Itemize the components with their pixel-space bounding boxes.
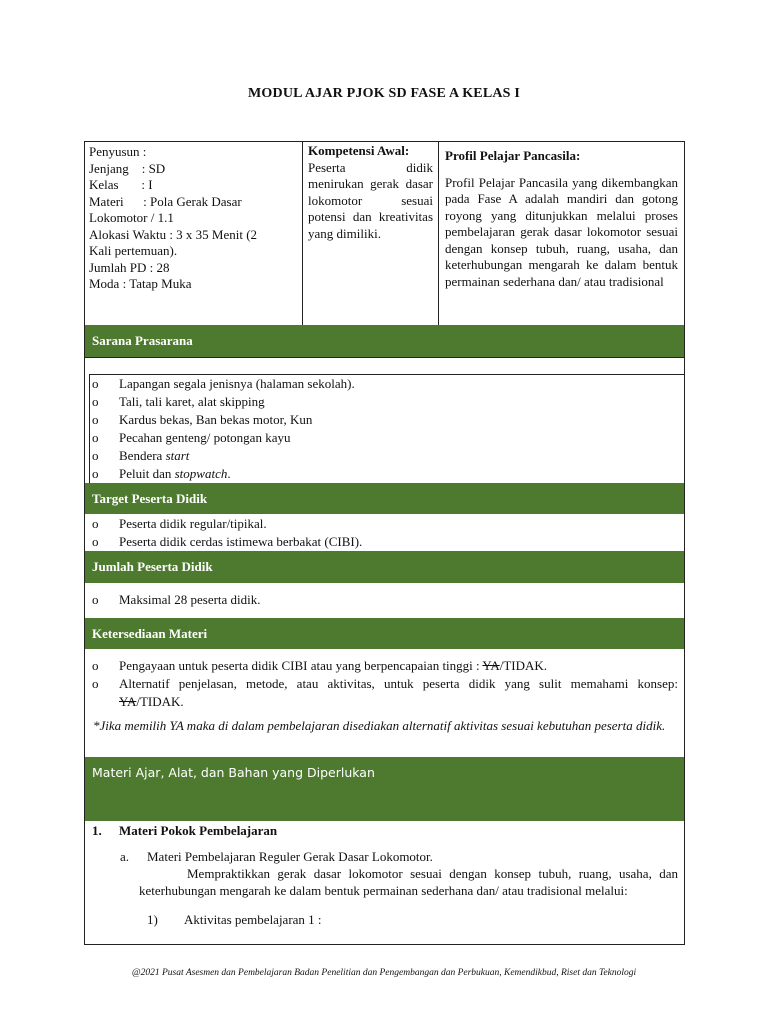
- identity-line: Jumlah PD : 28: [89, 259, 170, 275]
- identity-line: Kali pertemuan).: [89, 243, 178, 258]
- materi-heading: Materi Pokok Pembelajaran: [119, 823, 278, 838]
- module-table: [84, 141, 685, 945]
- identity-line: Kelas : I: [89, 177, 153, 192]
- list-item: o Pecahan genteng/ potongan kayu: [92, 430, 291, 445]
- list-item: o Peserta didik regular/tipikal.: [92, 516, 267, 531]
- materi-sub-heading: Materi Pembelajaran Reguler Gerak Dasar Lokomotor.: [147, 849, 433, 864]
- list-item: o Pengayaan untuk peserta didik CIBI atau yang berpencapaian tinggi : YA/TIDAK.: [92, 658, 548, 673]
- target-section: [85, 514, 684, 551]
- list-item: o Maksimal 28 peserta didik.: [92, 592, 261, 607]
- jumlah-section: [85, 583, 684, 618]
- list-item: o Peserta didik cerdas istimewa berbakat (CIBI).: [92, 534, 363, 549]
- profile-text: Profil Pelajar Pancasila yang dikembangkan pada Fase A adalah mandiri dan gotong royong yang ditunjukkan melalui proses pembelajaran gerak dasar lokomotor sesuai dengan konsep tubuh, ruang, usaha, dan keterhubungan mengarah ke dalam bentuk permainan sederhana dan/ atau tradisional: [445, 174, 678, 290]
- profile-cell: [439, 142, 684, 325]
- identity-line: Alokasi Waktu : 3 x 35 Menit (2: [89, 226, 258, 242]
- option-ya-struck: YA: [482, 658, 500, 673]
- materi-paragraph: Mempraktikkan gerak dasar lokomotor sesuai dengan konsep tubuh, ruang, usaha, dan keterhubungan mengarah ke dalam bentuk permainan sederhana dan/ atau tradisional melalui:: [139, 866, 678, 898]
- list-item: o Lapangan segala jenisnya (halaman sekolah).: [92, 376, 355, 391]
- list-item: o Kardus bekas, Ban bekas motor, Kun: [92, 412, 313, 427]
- profile-heading: Profil Pelajar Pancasila:: [445, 148, 581, 163]
- identity-line: Jenjang : SD: [89, 160, 166, 176]
- option-ya-struck: YA: [119, 694, 137, 709]
- identity-line: Materi : Pola Gerak Dasar: [89, 193, 242, 209]
- section-header-target: Target Peserta Didik: [85, 483, 684, 514]
- competency-cell: [303, 142, 439, 325]
- identity-row: [85, 142, 684, 325]
- activity-text: Aktivitas pembelajaran 1 :: [184, 912, 322, 927]
- competency-text: Peserta didik menirukan gerak dasar lokomotor sesuai potensi dan kreativitas yang dimiliki.: [308, 159, 433, 241]
- section-header-sarana: Sarana Prasarana: [85, 325, 684, 357]
- identity-line: Moda : Tatap Muka: [89, 276, 192, 291]
- materi-section: [85, 821, 684, 945]
- sarana-section: [85, 357, 684, 483]
- identity-line: Lokomotor / 1.1: [89, 210, 174, 225]
- ketersediaan-list: [85, 657, 684, 711]
- footer-copyright: @2021 Pusat Asesmen dan Pembelajaran Badan Penelitian dan Pengembangan dan Perbukuan, Kemendikbud, Riset dan Teknologi: [131, 968, 637, 978]
- list-item: o Peluit dan stopwatch.: [92, 466, 231, 481]
- section-header-ketersediaan: Ketersediaan Materi: [85, 618, 684, 649]
- document-title: MODUL AJAR PJOK SD FASE A KELAS I: [248, 86, 520, 101]
- list-item: o Alternatif penjelasan, metode, atau aktivitas, untuk peserta didik yang sulit memahami konsep: YA/TIDAK.: [92, 676, 678, 709]
- target-list: [85, 515, 362, 551]
- jumlah-list: [85, 591, 261, 609]
- ketersediaan-section: [85, 649, 684, 757]
- competency-heading: Kompetensi Awal:: [308, 143, 410, 158]
- materi-sub-number: a.: [120, 849, 130, 864]
- activity-number: 1): [147, 912, 158, 927]
- identity-line: Penyusun :: [89, 144, 147, 159]
- sarana-list: [85, 375, 684, 483]
- ketersediaan-note: *Jika memilih YA maka di dalam pembelajaran disediakan alternatif aktivitas sesuai kebutuhan peserta didik.: [93, 718, 666, 733]
- section-header-materi: Materi Ajar, Alat, dan Bahan yang Diperlukan: [85, 757, 684, 821]
- list-item: o Tali, tali karet, alat skipping: [92, 394, 265, 409]
- materi-number: 1.: [92, 823, 102, 838]
- list-item: o Bendera start: [92, 448, 190, 463]
- section-header-jumlah: Jumlah Peserta Didik: [85, 551, 684, 583]
- identity-cell: [85, 142, 303, 325]
